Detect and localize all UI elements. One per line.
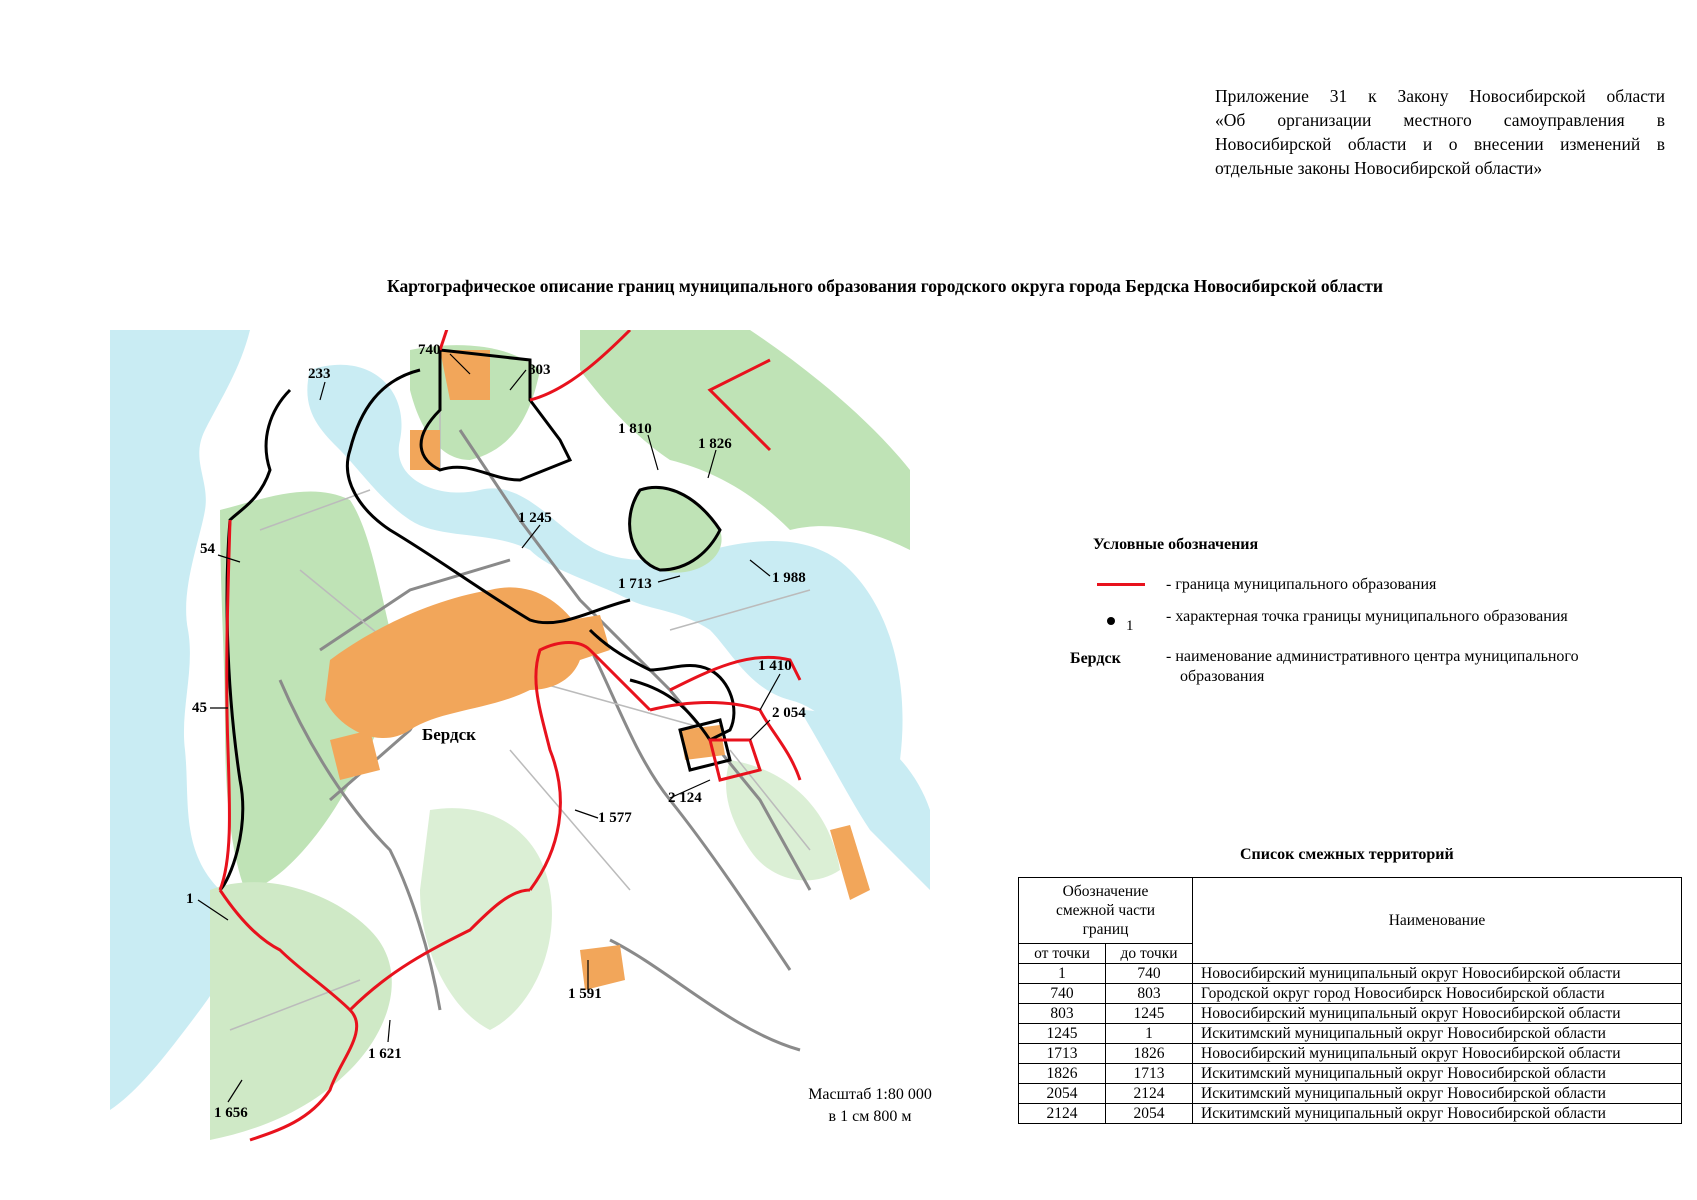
table-row [1019, 1084, 1682, 1104]
point-label-1656: 1 656 [214, 1105, 248, 1121]
legend-city-sample: Бердск [1070, 650, 1121, 667]
cell-to: 1245 [1106, 1004, 1193, 1024]
point-label-1577: 1 577 [598, 810, 632, 826]
point-label-54: 54 [200, 541, 215, 557]
city-label-berdsk: Бердск [422, 725, 476, 744]
cell-name: Искитимский муниципальный округ Новосибирской области [1193, 1084, 1682, 1104]
cell-name: Новосибирский муниципальный округ Новосибирской области [1193, 964, 1682, 984]
table-row [1019, 1044, 1682, 1064]
header-designation: Обозначение смежной части границ [1019, 878, 1193, 944]
urban-bay [410, 430, 440, 470]
annex-line-3: Новосибирской области и о внесении изменений в [1215, 134, 1665, 154]
annex-header [1215, 84, 1665, 180]
legend-center-text-2: образования [1180, 668, 1265, 685]
cell-name: Искитимский муниципальный округ Новосибирской области [1193, 1024, 1682, 1044]
point-label-1810: 1 810 [618, 421, 652, 437]
table-row [1019, 1004, 1682, 1024]
point-label-2054: 2 054 [772, 705, 806, 721]
cell-from: 1245 [1019, 1024, 1106, 1044]
map-canvas [110, 330, 930, 1145]
cell-to: 803 [1106, 984, 1193, 1004]
table-row [1019, 964, 1682, 984]
cell-name: Новосибирский муниципальный округ Новосибирской области [1193, 1004, 1682, 1024]
annex-line-1: Приложение 31 к Закону Новосибирской области [1215, 86, 1665, 106]
header-name: Наименование [1193, 878, 1682, 964]
point-label-1713: 1 713 [618, 576, 652, 592]
point-label-1410: 1 410 [758, 658, 792, 674]
cell-to: 1713 [1106, 1064, 1193, 1084]
point-label-1988: 1 988 [772, 570, 806, 586]
document-title: Картографическое описание границ муниципального образования городского округа города Бердска Новосибирской области [387, 276, 1383, 296]
table-row [1019, 1064, 1682, 1084]
table-row [1019, 984, 1682, 1004]
legend-point-text: - характерная точка границы муниципального образования [1166, 608, 1568, 625]
point-label-1826: 1 826 [698, 436, 732, 452]
cell-name: Новосибирский муниципальный округ Новосибирской области [1193, 1044, 1682, 1064]
table-row [1019, 1024, 1682, 1044]
cell-to: 740 [1106, 964, 1193, 984]
point-label-1591: 1 591 [568, 986, 602, 1002]
header-to: до точки [1106, 944, 1193, 964]
point-label-233: 233 [308, 366, 331, 382]
cell-from: 803 [1019, 1004, 1106, 1024]
point-label-740: 740 [418, 342, 441, 358]
cell-from: 1826 [1019, 1064, 1106, 1084]
legend-point-number: 1 [1126, 618, 1134, 634]
cell-from: 740 [1019, 984, 1106, 1004]
cell-from: 1713 [1019, 1044, 1106, 1064]
annex-line-4: отдельные законы Новосибирской области» [1215, 158, 1543, 178]
cell-to: 1826 [1106, 1044, 1193, 1064]
adjacent-list-title: Список смежных территорий [1240, 846, 1454, 863]
legend-boundary-symbol [1097, 583, 1145, 586]
cell-name: Городской округ город Новосибирск Новосибирской области [1193, 984, 1682, 1004]
cell-from: 2124 [1019, 1104, 1106, 1124]
legend-center-text-1: - наименование административного центра муниципального [1166, 648, 1579, 665]
adjacent-territories-table [1018, 877, 1682, 1124]
legend-boundary-text: - граница муниципального образования [1166, 576, 1437, 593]
table-row [1019, 1104, 1682, 1124]
point-label-1: 1 [186, 891, 194, 907]
cell-to: 2054 [1106, 1104, 1193, 1124]
map-scale [770, 1084, 970, 1128]
point-label-2124: 2 124 [668, 790, 702, 806]
cell-name: Искитимский муниципальный округ Новосибирской области [1193, 1104, 1682, 1124]
point-label-803: 803 [528, 362, 551, 378]
annex-line-2: «Об организации местного самоуправления в [1215, 110, 1665, 130]
header-from: от точки [1019, 944, 1106, 964]
cell-name: Искитимский муниципальный округ Новосибирской области [1193, 1064, 1682, 1084]
point-label-1621: 1 621 [368, 1046, 402, 1062]
map [110, 330, 930, 1145]
cell-to: 1 [1106, 1024, 1193, 1044]
scale-ratio: Масштаб 1:80 000 [808, 1086, 932, 1103]
cell-to: 2124 [1106, 1084, 1193, 1104]
legend-title: Условные обозначения [1093, 536, 1259, 553]
cell-from: 2054 [1019, 1084, 1106, 1104]
cell-from: 1 [1019, 964, 1106, 984]
point-label-45: 45 [192, 700, 207, 716]
point-label-1245: 1 245 [518, 510, 552, 526]
legend-point-symbol [1107, 617, 1115, 625]
scale-per-cm: в 1 см 800 м [828, 1108, 912, 1125]
